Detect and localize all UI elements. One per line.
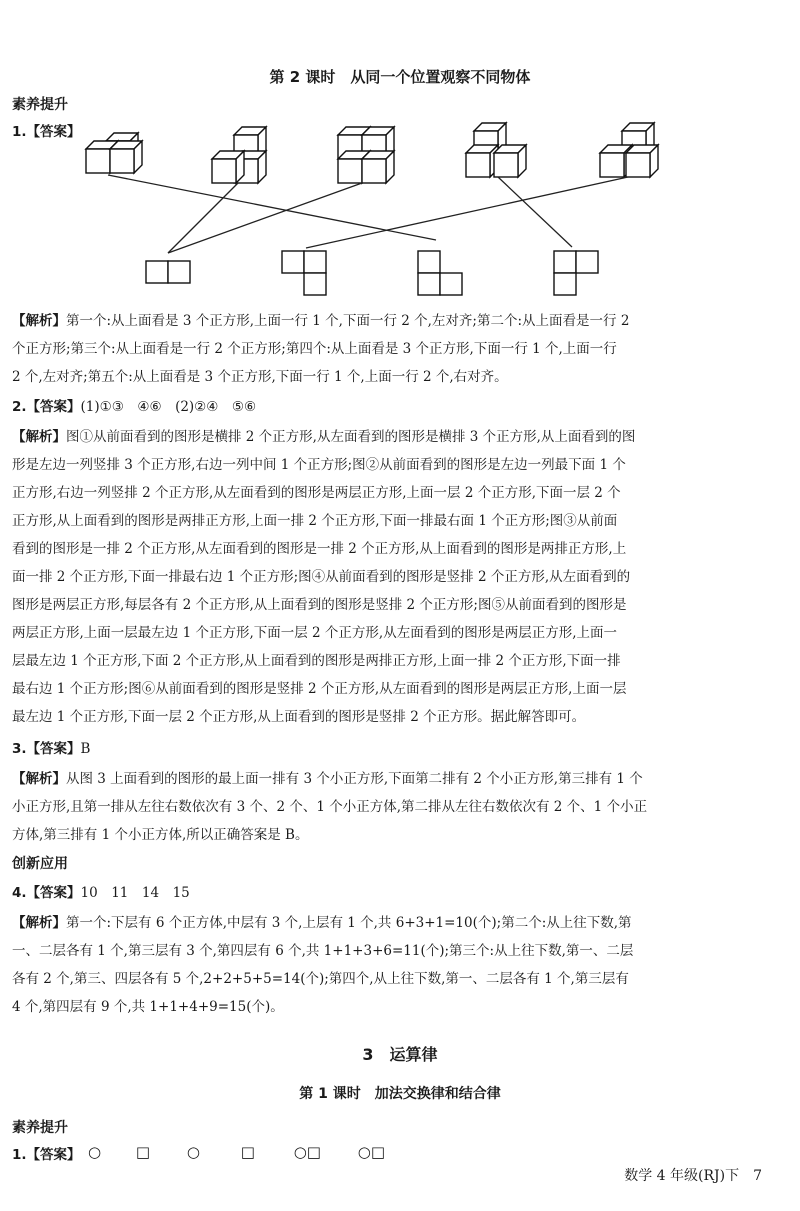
q4-analysis-line-3: 各有 2 个,第三、四层各有 5 个,2+2+5+5=14(个);第四个,从上往下数,第一、二层各有 1 个,第三层有 <box>12 971 629 987</box>
top-view-2 <box>282 251 326 295</box>
top-views <box>146 251 598 295</box>
question-number: 1. <box>12 124 27 140</box>
q2-analysis-line-6: 面一排 2 个正方形,下面一排最右边 1 个正方形;图④从前面看到的图形是竖排 2 个正方形,从左面看到的 <box>12 569 631 585</box>
q2-analysis-line-5: 看到的图形是一排 2 个正方形,从左面看到的图形是一排 2 个正方形,从上面看到的图形是两排正方形,上 <box>12 541 627 557</box>
q2-analysis-line-10: 最右边 1 个正方形;图⑥从前面看到的图形是竖排 2 个正方形,从左面看到的图形是两层正方形,上面一层 <box>12 681 627 697</box>
analysis-text: 图①从前面看到的图形是横排 2 个正方形,从左面看到的图形是横排 3 个正方形,从上面看到的图 <box>66 429 636 445</box>
analysis-text: 第一个:下层有 6 个正方体,中层有 3 个,上层有 1 个,共 6+3+1=10(个);第二个:从上往下数,第 <box>66 915 632 931</box>
symbol-4: □ <box>240 1143 255 1161</box>
top-view-3 <box>418 251 462 295</box>
q3-analysis-line-1 <box>12 767 643 787</box>
q2-analysis-line-9: 层最左边 1 个正方形,下面 2 个正方形,从上面看到的图形是两排正方形,上面一排 2 个正方形,下面一排 <box>12 653 621 669</box>
symbol-answers <box>88 1143 415 1161</box>
q3-analysis-line-3: 方体,第三排有 1 个小正方体,所以正确答案是 B。 <box>12 827 309 843</box>
q4-analysis-line-2: 一、二层各有 1 个,第三层有 3 个,第四层有 6 个,共 1+1+3+6=11(个);第三个:从上往下数,第一、二层 <box>12 943 634 959</box>
section-heading-innovation: 创新应用 <box>12 856 68 872</box>
q2-answer-line <box>12 395 256 415</box>
q4-analysis-line-1 <box>12 911 632 931</box>
solid-2 <box>212 127 266 183</box>
answer-tag: 【答案】 <box>26 741 81 757</box>
q2-analysis-line-2: 形是左边一列竖排 3 个正方形,右边一列中间 1 个正方形;图②从前面看到的图形是左边一列最下面 1 个 <box>12 457 626 473</box>
analysis-tag: 【解析】 <box>12 915 66 931</box>
analysis-tag: 【解析】 <box>12 313 66 329</box>
question-number: 4. <box>12 885 27 901</box>
answer-tag: 【答案】 <box>26 124 81 140</box>
solid-5 <box>600 123 658 177</box>
matching-lines <box>108 175 628 253</box>
q5-answer-line <box>12 1143 81 1163</box>
lesson-heading-2: 第 1 课时 加法交换律和结合律 <box>299 1086 501 1102</box>
answer-text: B <box>80 741 91 757</box>
symbol-2: □ <box>135 1143 151 1161</box>
question-number: 1. <box>12 1147 27 1163</box>
answer-text: (1)①③ ④⑥ (2)②④ ⑤⑥ <box>80 399 257 415</box>
question-number: 2. <box>12 399 27 415</box>
analysis-text: 第一个:从上面看是 3 个正方形,上面一行 1 个,下面一行 2 个,左对齐;第二个:从上面看是一行 2 <box>66 313 630 329</box>
q1-analysis-line-2: 个正方形;第三个:从上面看是一行 2 个正方形;第四个:从上面看是 3 个正方形,下面一行 1 个,上面一行 <box>12 341 617 357</box>
q2-analysis-line-7: 图形是两层正方形,每层各有 2 个正方形,从上面看到的图形是竖排 2 个正方形;图⑤从前面看到的图形是 <box>12 597 627 613</box>
answer-tag: 【答案】 <box>26 399 81 415</box>
solid-1 <box>86 133 142 173</box>
question-number: 3. <box>12 741 27 757</box>
symbol-3: ○ <box>186 1143 200 1161</box>
answer-tag: 【答案】 <box>26 885 81 901</box>
q3-analysis-line-2: 小正方形,且第一排从左往右数依次有 3 个、2 个、1 个小正方体,第二排从左往右数依次有 2 个、1 个小正 <box>12 799 648 815</box>
answer-tag: 【答案】 <box>26 1147 81 1163</box>
q1-analysis-line-3: 2 个,左对齐;第五个:从上面看是 3 个正方形,下面一行 1 个,上面一行 2 个,右对齐。 <box>12 369 508 385</box>
solid-3 <box>338 127 394 183</box>
q2-analysis-line-1 <box>12 425 635 445</box>
answer-text: 10 11 14 15 <box>80 885 190 901</box>
matching-figure <box>0 115 800 300</box>
q3-answer-line <box>12 737 90 757</box>
q1-analysis-line-1 <box>12 309 629 329</box>
q2-analysis-line-3: 正方形,右边一列竖排 2 个正方形,从左面看到的图形是两层正方形,上面一层 2 个正方形,下面一层 2 个 <box>12 485 621 501</box>
analysis-tag: 【解析】 <box>12 771 66 787</box>
q4-analysis-line-4: 4 个,第四层有 9 个,共 1+1+4+9=15(个)。 <box>12 999 284 1015</box>
symbol-1: ○ <box>88 1143 102 1161</box>
symbol-6: ○□ <box>357 1143 385 1161</box>
section-heading-literacy: 素养提升 <box>12 97 68 113</box>
lesson-heading: 第 2 课时 从同一个位置观察不同物体 <box>269 68 531 86</box>
q2-analysis-line-11: 最左边 1 个正方形,下面一层 2 个正方形,从上面看到的图形是竖排 2 个正方形。据此解答即可。 <box>12 709 586 725</box>
symbol-5: ○□ <box>293 1143 321 1161</box>
section-heading-literacy-2: 素养提升 <box>12 1120 68 1136</box>
top-view-1 <box>146 261 190 283</box>
unit-heading: 3 运算律 <box>362 1045 438 1064</box>
q4-answer-line <box>12 881 190 901</box>
q2-analysis-line-8: 两层正方形,上面一层最左边 1 个正方形,下面一层 2 个正方形,从左面看到的图形是两层正方形,上面一 <box>12 625 618 641</box>
solid-4 <box>466 123 526 177</box>
analysis-text: 从图 3 上面看到的图形的最上面一排有 3 个小正方形,下面第二排有 2 个小正方形,第三排有 1 个 <box>66 771 643 787</box>
analysis-tag: 【解析】 <box>12 429 66 445</box>
top-view-4 <box>554 251 598 295</box>
page-footer: 数学 4 年级(RJ)下 7 <box>624 1168 762 1184</box>
q2-analysis-line-4: 正方形,从上面看到的图形是两排正方形,上面一排 2 个正方形,下面一排最右面 1 个正方形;图③从前面 <box>12 513 618 529</box>
